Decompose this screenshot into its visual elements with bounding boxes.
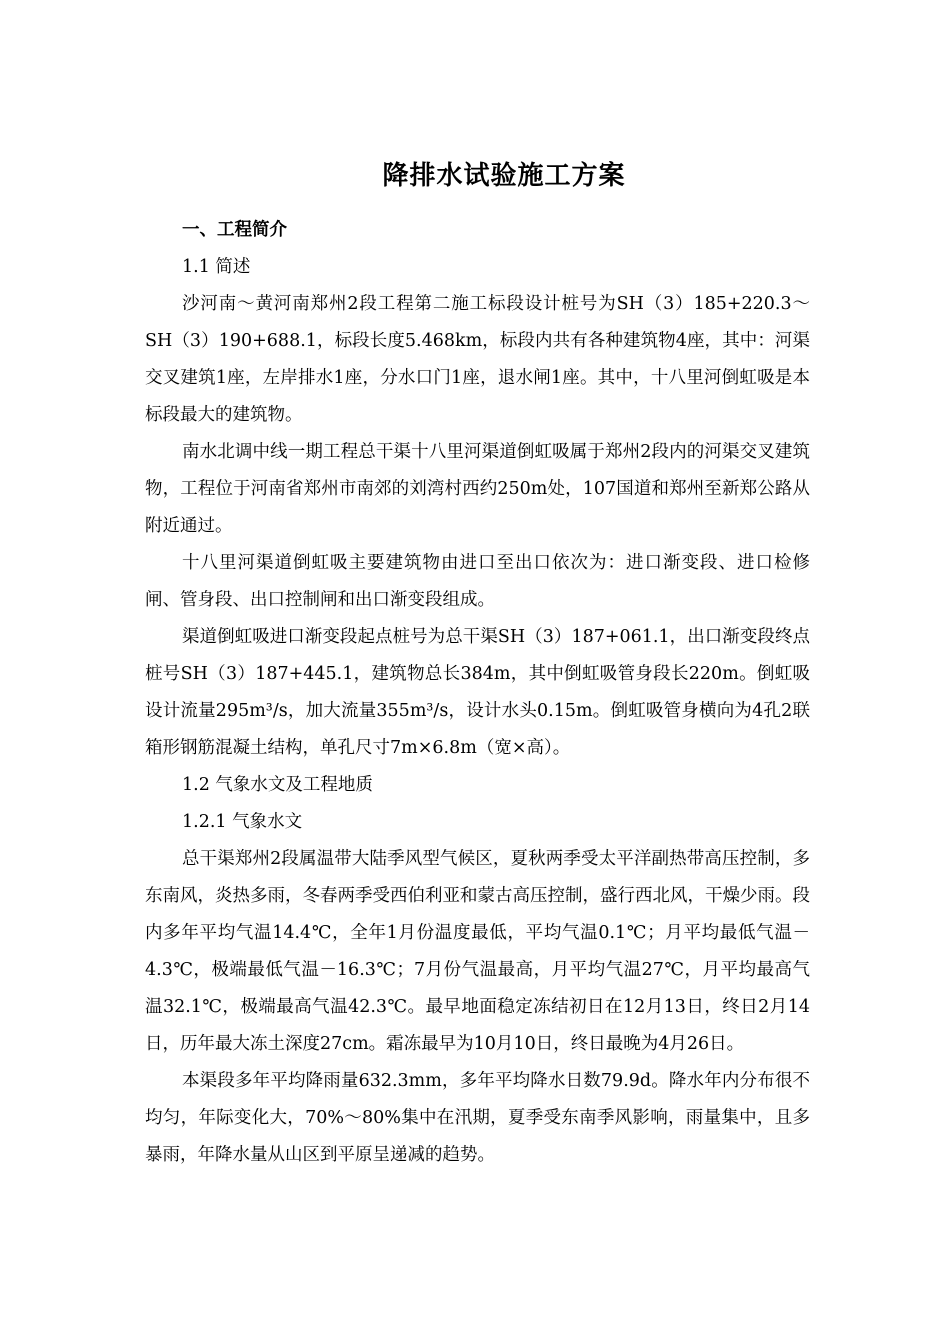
document-body [145, 212, 810, 1174]
subsection-heading-climate-geology: 1.2 气象水文及工程地质 [182, 775, 373, 795]
paragraph-siphon-specs: 渠道倒虹吸进口渐变段起点桩号为总干渠SH（3）187+061.1，出口渐变段终点桩号SH（3）187+445.1，建筑物总长384m，其中倒虹吸管身段长220m。倒虹吸设计流量295m³/s，加大流量355m³/s，设计水头0.15m。倒虹吸管身横向为4孔2联箱形钢筋混凝土结构，单孔尺寸7m×6.8m（宽×高）。 [145, 627, 810, 758]
section-heading-overview: 一、工程简介 [182, 220, 287, 240]
document-title: 降排水试验施工方案 [382, 161, 626, 191]
paragraph-siphon-location: 南水北调中线一期工程总干渠十八里河渠道倒虹吸属于郑州2段内的河渠交叉建筑物，工程位于河南省郑州市南郊的刘湾村西约250m处，107国道和郑州至新郑公路从附近通过。 [145, 442, 810, 536]
paragraph-climate: 总干渠郑州2段属温带大陆季风型气候区，夏秋两季受太平洋副热带高压控制，多东南风，炎热多雨，冬春两季受西伯利亚和蒙古高压控制，盛行西北风，干燥少雨。段内多年平均气温14.4℃，全年1月份温度最低，平均气温0.1℃；月平均最低气温－4.3℃，极端最低气温－16.3℃；7月份气温最高，月平均气温27℃，月平均最高气温32.1℃，极端最高气温42.3℃。最早地面稳定冻结初日在12月13日，终日2月14日，历年最大冻土深度27cm。霜冻最早为10月10日，终日最晚为4月26日。 [145, 849, 810, 1054]
paragraph-rainfall: 本渠段多年平均降雨量632.3mm，多年平均降水日数79.9d。降水年内分布很不均匀，年际变化大，70%～80%集中在汛期，夏季受东南季风影响，雨量集中，且多暴雨，年降水量从山区到平原呈递减的趋势。 [145, 1071, 810, 1165]
subsection-heading-climate-hydrology: 1.2.1 气象水文 [182, 812, 303, 832]
paragraph-siphon-components: 十八里河渠道倒虹吸主要建筑物由进口至出口依次为：进口渐变段、进口检修闸、管身段、出口控制闸和出口渐变段组成。 [145, 553, 810, 610]
paragraph-section-scope: 沙河南～黄河南郑州2段工程第二施工标段设计桩号为SH（3）185+220.3～SH（3）190+688.1，标段长度5.468km，标段内共有各种建筑物4座，其中：河渠交叉建筑1座，左岸排水1座，分水口门1座，退水闸1座。其中，十八里河倒虹吸是本标段最大的建筑物。 [145, 294, 810, 425]
subsection-heading-summary: 1.1 简述 [182, 257, 251, 277]
